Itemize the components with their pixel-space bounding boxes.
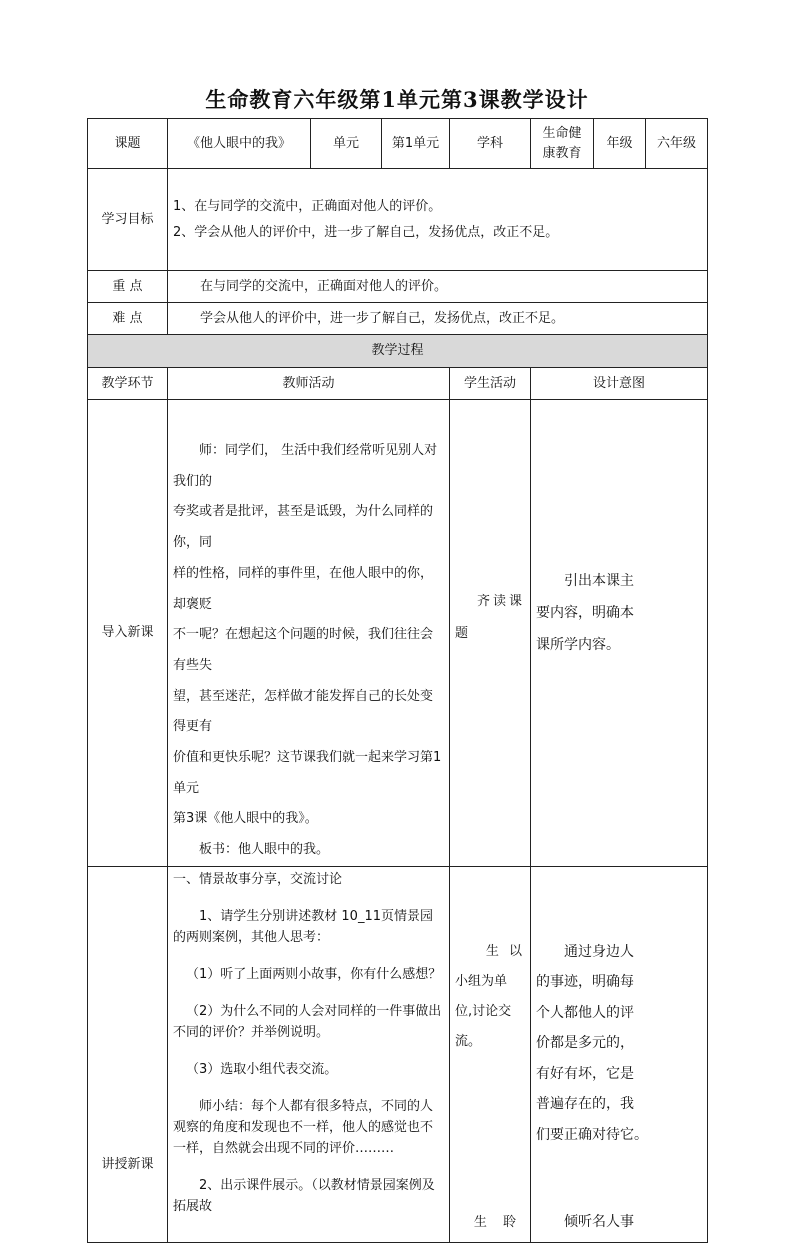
intro-student-activity — [450, 400, 531, 867]
lecture-intent-line: 价都是多元的， — [536, 1035, 634, 1052]
unit-value: 第1单元 — [382, 119, 450, 169]
intro-phase: 导入新课 — [88, 400, 168, 867]
intro-intent-line: 引出本课主 — [564, 573, 634, 589]
intro-design-intent — [531, 400, 708, 867]
lecture-question: （3）选取小组代表交流。 — [186, 1061, 338, 1077]
process-title: 教学过程 — [88, 335, 708, 368]
lecture-student-line: 小组为单 — [455, 973, 508, 989]
column-student: 学生活动 — [450, 368, 531, 400]
header-row — [88, 119, 708, 169]
lecture-intent-line: 的事迹，明确每 — [536, 974, 634, 991]
objectives-label: 学习目标 — [88, 169, 168, 271]
intro-intent-line: 要内容，明确本 — [536, 605, 634, 621]
topic-value: 《他人眼中的我》 — [168, 119, 311, 169]
lecture-intent-line: 们要正确对待它。 — [536, 1126, 648, 1143]
column-teacher: 教师活动 — [168, 368, 450, 400]
intro-line: 价值和更快乐呢？这节课我们就一起来学习第1单元 — [173, 750, 442, 796]
objectives-text — [168, 169, 708, 271]
intro-student-line: 题 — [455, 626, 469, 641]
grade-label: 年级 — [594, 119, 646, 169]
objective-item: 1、在与同学的交流中，正确面对他人的评价。 — [173, 198, 442, 214]
key-point-row — [88, 271, 708, 303]
lecture-student-line: 位,讨论交 — [455, 1003, 512, 1019]
lecture-row — [88, 866, 708, 1242]
lecture-phase: 讲授新课 — [88, 866, 168, 1242]
intro-line: 望，甚至迷茫，怎样做才能发挥自己的长处变得更有 — [173, 688, 434, 735]
lecture-design-intent — [531, 866, 708, 1242]
lecture-teacher-activity — [168, 866, 450, 1242]
key-point-label: 重 点 — [88, 271, 168, 303]
process-title-row — [88, 335, 708, 368]
intro-line: 师：同学们， 生活中我们经常听见别人对我们的 — [173, 443, 438, 489]
difficulty-label: 难 点 — [88, 303, 168, 335]
difficulty-row — [88, 303, 708, 335]
page-title: 生命教育六年级第1单元第3课教学设计 — [205, 87, 589, 112]
lecture-summary: 师小结：每个人都有很多特点，不同的人观察的角度和发现也不一样，他人的感觉也不一样，自然就会出现不同的评价……… — [173, 1098, 434, 1156]
intro-teacher-activity — [168, 400, 450, 867]
lecture-step: 1、请学生分别讲述教材 10_11页情景园的两则案例，其他人思考： — [173, 908, 433, 945]
unit-label: 单元 — [311, 119, 382, 169]
lecture-student-line: 流。 — [455, 1033, 482, 1049]
intro-line: 板书：他人眼中的我。 — [199, 842, 330, 858]
lecture-intent-line: 有好有坏，它是 — [536, 1065, 634, 1082]
lecture-question: （2）为什么不同的人会对同样的一件事做出不同的评价？并举例说明。 — [173, 1003, 442, 1040]
intro-line: 夸奖或者是批评，甚至是诋毁，为什么同样的你，同 — [173, 504, 434, 551]
column-intent: 设计意图 — [531, 368, 708, 400]
lecture-intent-line: 普遍存在的，我 — [536, 1096, 634, 1113]
objective-item: 2、学会从他人的评价中，进一步了解自己，发扬优点，改正不足。 — [173, 224, 559, 240]
lecture-question: （1）听了上面两则小故事，你有什么感想？ — [186, 966, 442, 982]
columns-header-row — [88, 368, 708, 400]
subject-label: 学科 — [450, 119, 531, 169]
topic-label: 课题 — [88, 119, 168, 169]
subject-value: 生命健康教育 — [531, 119, 594, 169]
objectives-row — [88, 169, 708, 271]
lesson-plan-table — [87, 118, 708, 1243]
column-phase: 教学环节 — [88, 368, 168, 400]
lecture-heading: 一、情景故事分享，交流讨论 — [173, 871, 343, 887]
lecture-step: 2、出示课件展示。（以教材情景园案例及拓展故 — [173, 1177, 435, 1214]
lecture-student-activity — [450, 866, 531, 1242]
difficulty-text: 学会从他人的评价中，进一步了解自己，发扬优点，改正不足。 — [168, 303, 708, 335]
lecture-intent-bottom: 倾听名人事 — [564, 1214, 634, 1231]
lecture-intent-line: 个人都他人的评 — [536, 1004, 634, 1021]
intro-row — [88, 400, 708, 867]
key-point-text: 在与同学的交流中，正确面对他人的评价。 — [168, 271, 708, 303]
lecture-student-bottom: 生 聆 — [473, 1214, 522, 1230]
intro-intent-line: 课所学内容。 — [536, 637, 620, 653]
intro-student-line: 齐读课 — [476, 594, 525, 609]
intro-line: 不一呢？在想起这个问题的时候，我们往往会有些失 — [173, 627, 434, 673]
intro-line: 第3课《他人眼中的我》。 — [173, 811, 318, 827]
lecture-intent-line: 通过身边人 — [564, 943, 634, 960]
intro-line: 样的性格，同样的事件里，在他人眼中的你，却褒贬 — [173, 565, 434, 612]
lecture-student-line: 生 以 — [485, 943, 525, 959]
grade-value: 六年级 — [646, 119, 708, 169]
